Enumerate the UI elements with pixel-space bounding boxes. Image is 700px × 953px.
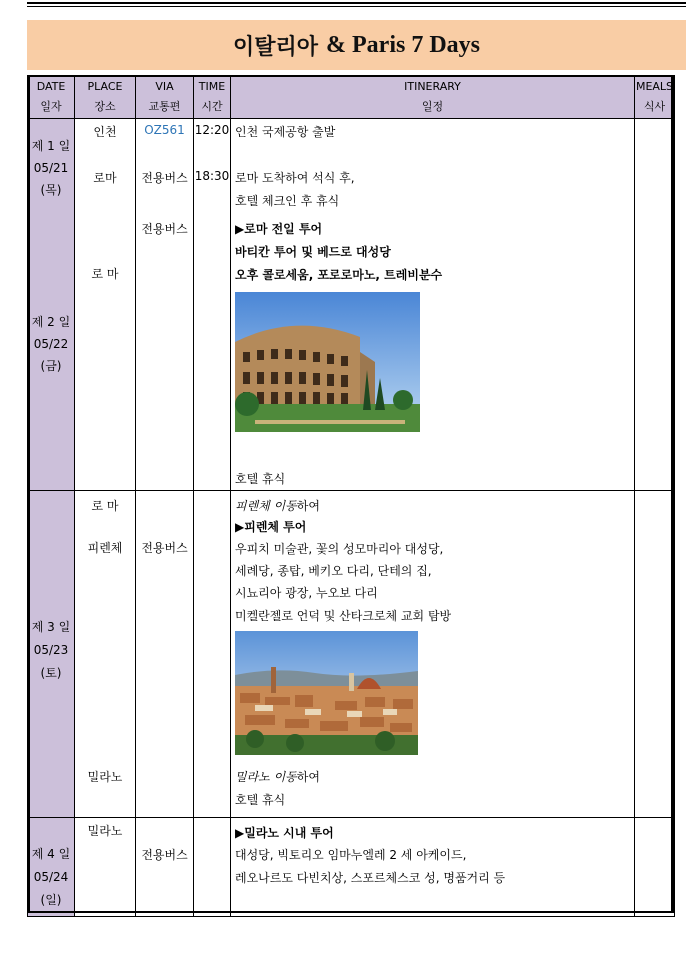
itinerary-line: 호텔 휴식 xyxy=(235,793,286,807)
date-day2-date: 05/22 xyxy=(33,337,69,351)
itinerary-line: 대성당, 빅토리오 임마누엘레 2 세 아케이드, xyxy=(235,848,467,862)
date-day4-date: 05/24 xyxy=(33,870,69,884)
itinerary-cell-day3 xyxy=(231,491,635,818)
itinerary-line: 미켈란젤로 언덕 및 산타크로체 교회 탐방 xyxy=(235,609,452,623)
header-date: DATE 일자 xyxy=(28,76,75,119)
itinerary-line: 로마 도착하여 석식 후, xyxy=(235,171,355,185)
header-place: PLACE 장소 xyxy=(75,76,136,119)
place-incheon: 인천 xyxy=(93,125,117,139)
meals-cell-day4 xyxy=(635,818,675,917)
day-1-2-row xyxy=(28,119,675,491)
via-flight-code: OZ561 xyxy=(144,123,185,137)
via-cell-day3 xyxy=(136,491,194,818)
via-bus-day4: 전용버스 xyxy=(141,848,188,862)
itinerary-line: 레오나르도 다빈치상, 스포르체스코 성, 명품거리 등 xyxy=(235,871,506,885)
itinerary-line: 호텔 체크인 후 휴식 xyxy=(235,194,340,208)
header-itinerary: ITINERARY 일정 xyxy=(231,76,635,119)
colosseum-photo xyxy=(235,292,420,432)
via-bus-day1: 전용버스 xyxy=(141,171,188,185)
place-milan: 밀라노 xyxy=(87,770,123,784)
via-cell-day4 xyxy=(136,818,194,917)
via-bus-day3: 전용버스 xyxy=(141,541,188,555)
date-cell-day1-2 xyxy=(28,119,75,491)
title-english: & Paris 7 Days xyxy=(326,31,480,58)
florence-photo xyxy=(235,631,418,755)
date-day1-date: 05/21 xyxy=(33,161,69,175)
itinerary-heading-florence: ▶피렌체 투어 xyxy=(235,520,307,534)
itinerary-table xyxy=(27,75,675,917)
header-row xyxy=(28,76,675,119)
date-day1-label: 제 1 일 xyxy=(31,139,71,153)
itinerary-heading-rome: ▶로마 전일 투어 xyxy=(235,222,323,236)
header-meals: MEALS 식사 xyxy=(635,76,675,119)
time-cell-day4 xyxy=(194,818,231,917)
day-4-row xyxy=(28,818,675,917)
itinerary-line: 우피치 미술관, 꽃의 성모마리아 대성당, xyxy=(235,542,444,556)
via-cell-day1-2 xyxy=(136,119,194,491)
itinerary-line: 인천 국제공항 출발 xyxy=(235,125,336,139)
date-cell-day4 xyxy=(28,818,75,917)
meals-cell-day3 xyxy=(635,491,675,818)
itinerary-cell-day1-2 xyxy=(231,119,635,491)
itinerary-line-bold: 바티칸 투어 및 베드로 대성당 xyxy=(235,245,391,259)
place-cell-day1-2 xyxy=(75,119,136,491)
top-rule-thin xyxy=(27,6,686,7)
place-rome-day3: 로 마 xyxy=(91,499,119,513)
date-day4-label: 제 4 일 xyxy=(31,847,71,861)
place-rome: 로마 xyxy=(93,171,117,185)
itinerary-line: 밀라노 이동하여 xyxy=(235,770,320,784)
itinerary-line-bold: 오후 콜로세움, 포로로마노, 트레비분수 xyxy=(235,268,443,282)
time-cell-day3 xyxy=(194,491,231,818)
place-rome-day2: 로 마 xyxy=(91,267,119,281)
itinerary-line: 호텔 휴식 xyxy=(235,472,286,486)
via-bus-day2: 전용버스 xyxy=(141,222,188,236)
time-depart: 12:20 xyxy=(194,123,230,137)
top-rule xyxy=(27,2,686,4)
date-day3-weekday: (토) xyxy=(40,666,62,680)
place-cell-day4 xyxy=(75,818,136,917)
date-day2-label: 제 2 일 xyxy=(31,315,71,329)
place-milan-day4: 밀라노 xyxy=(87,824,123,838)
place-florence: 피렌체 xyxy=(87,541,123,555)
itinerary-line: 시뇨리아 광장, 누오보 다리 xyxy=(235,586,378,600)
meals-cell-day1-2 xyxy=(635,119,675,491)
date-day4-weekday: (일) xyxy=(40,893,62,907)
place-cell-day3 xyxy=(75,491,136,818)
day-3-row xyxy=(28,491,675,818)
date-cell-day3 xyxy=(28,491,75,818)
title-bar xyxy=(27,20,686,70)
header-via: VIA 교통편 xyxy=(136,76,194,119)
date-day2-weekday: (금) xyxy=(40,359,62,373)
date-day3-date: 05/23 xyxy=(33,643,69,657)
time-arrive: 18:30 xyxy=(194,169,230,183)
itinerary-line: 세례당, 종탑, 베키오 다리, 단테의 집, xyxy=(235,564,432,578)
time-cell-day1-2 xyxy=(194,119,231,491)
itinerary-heading-milan: ▶밀라노 시내 투어 xyxy=(235,826,334,840)
itinerary-line: 피렌체 이동하여 xyxy=(235,499,320,513)
title-korean: 이탈리아 xyxy=(233,34,319,60)
date-day1-weekday: (목) xyxy=(40,183,62,197)
header-time: TIME 시간 xyxy=(194,76,231,119)
date-day3-label: 제 3 일 xyxy=(31,620,71,634)
itinerary-cell-day4 xyxy=(231,818,635,917)
